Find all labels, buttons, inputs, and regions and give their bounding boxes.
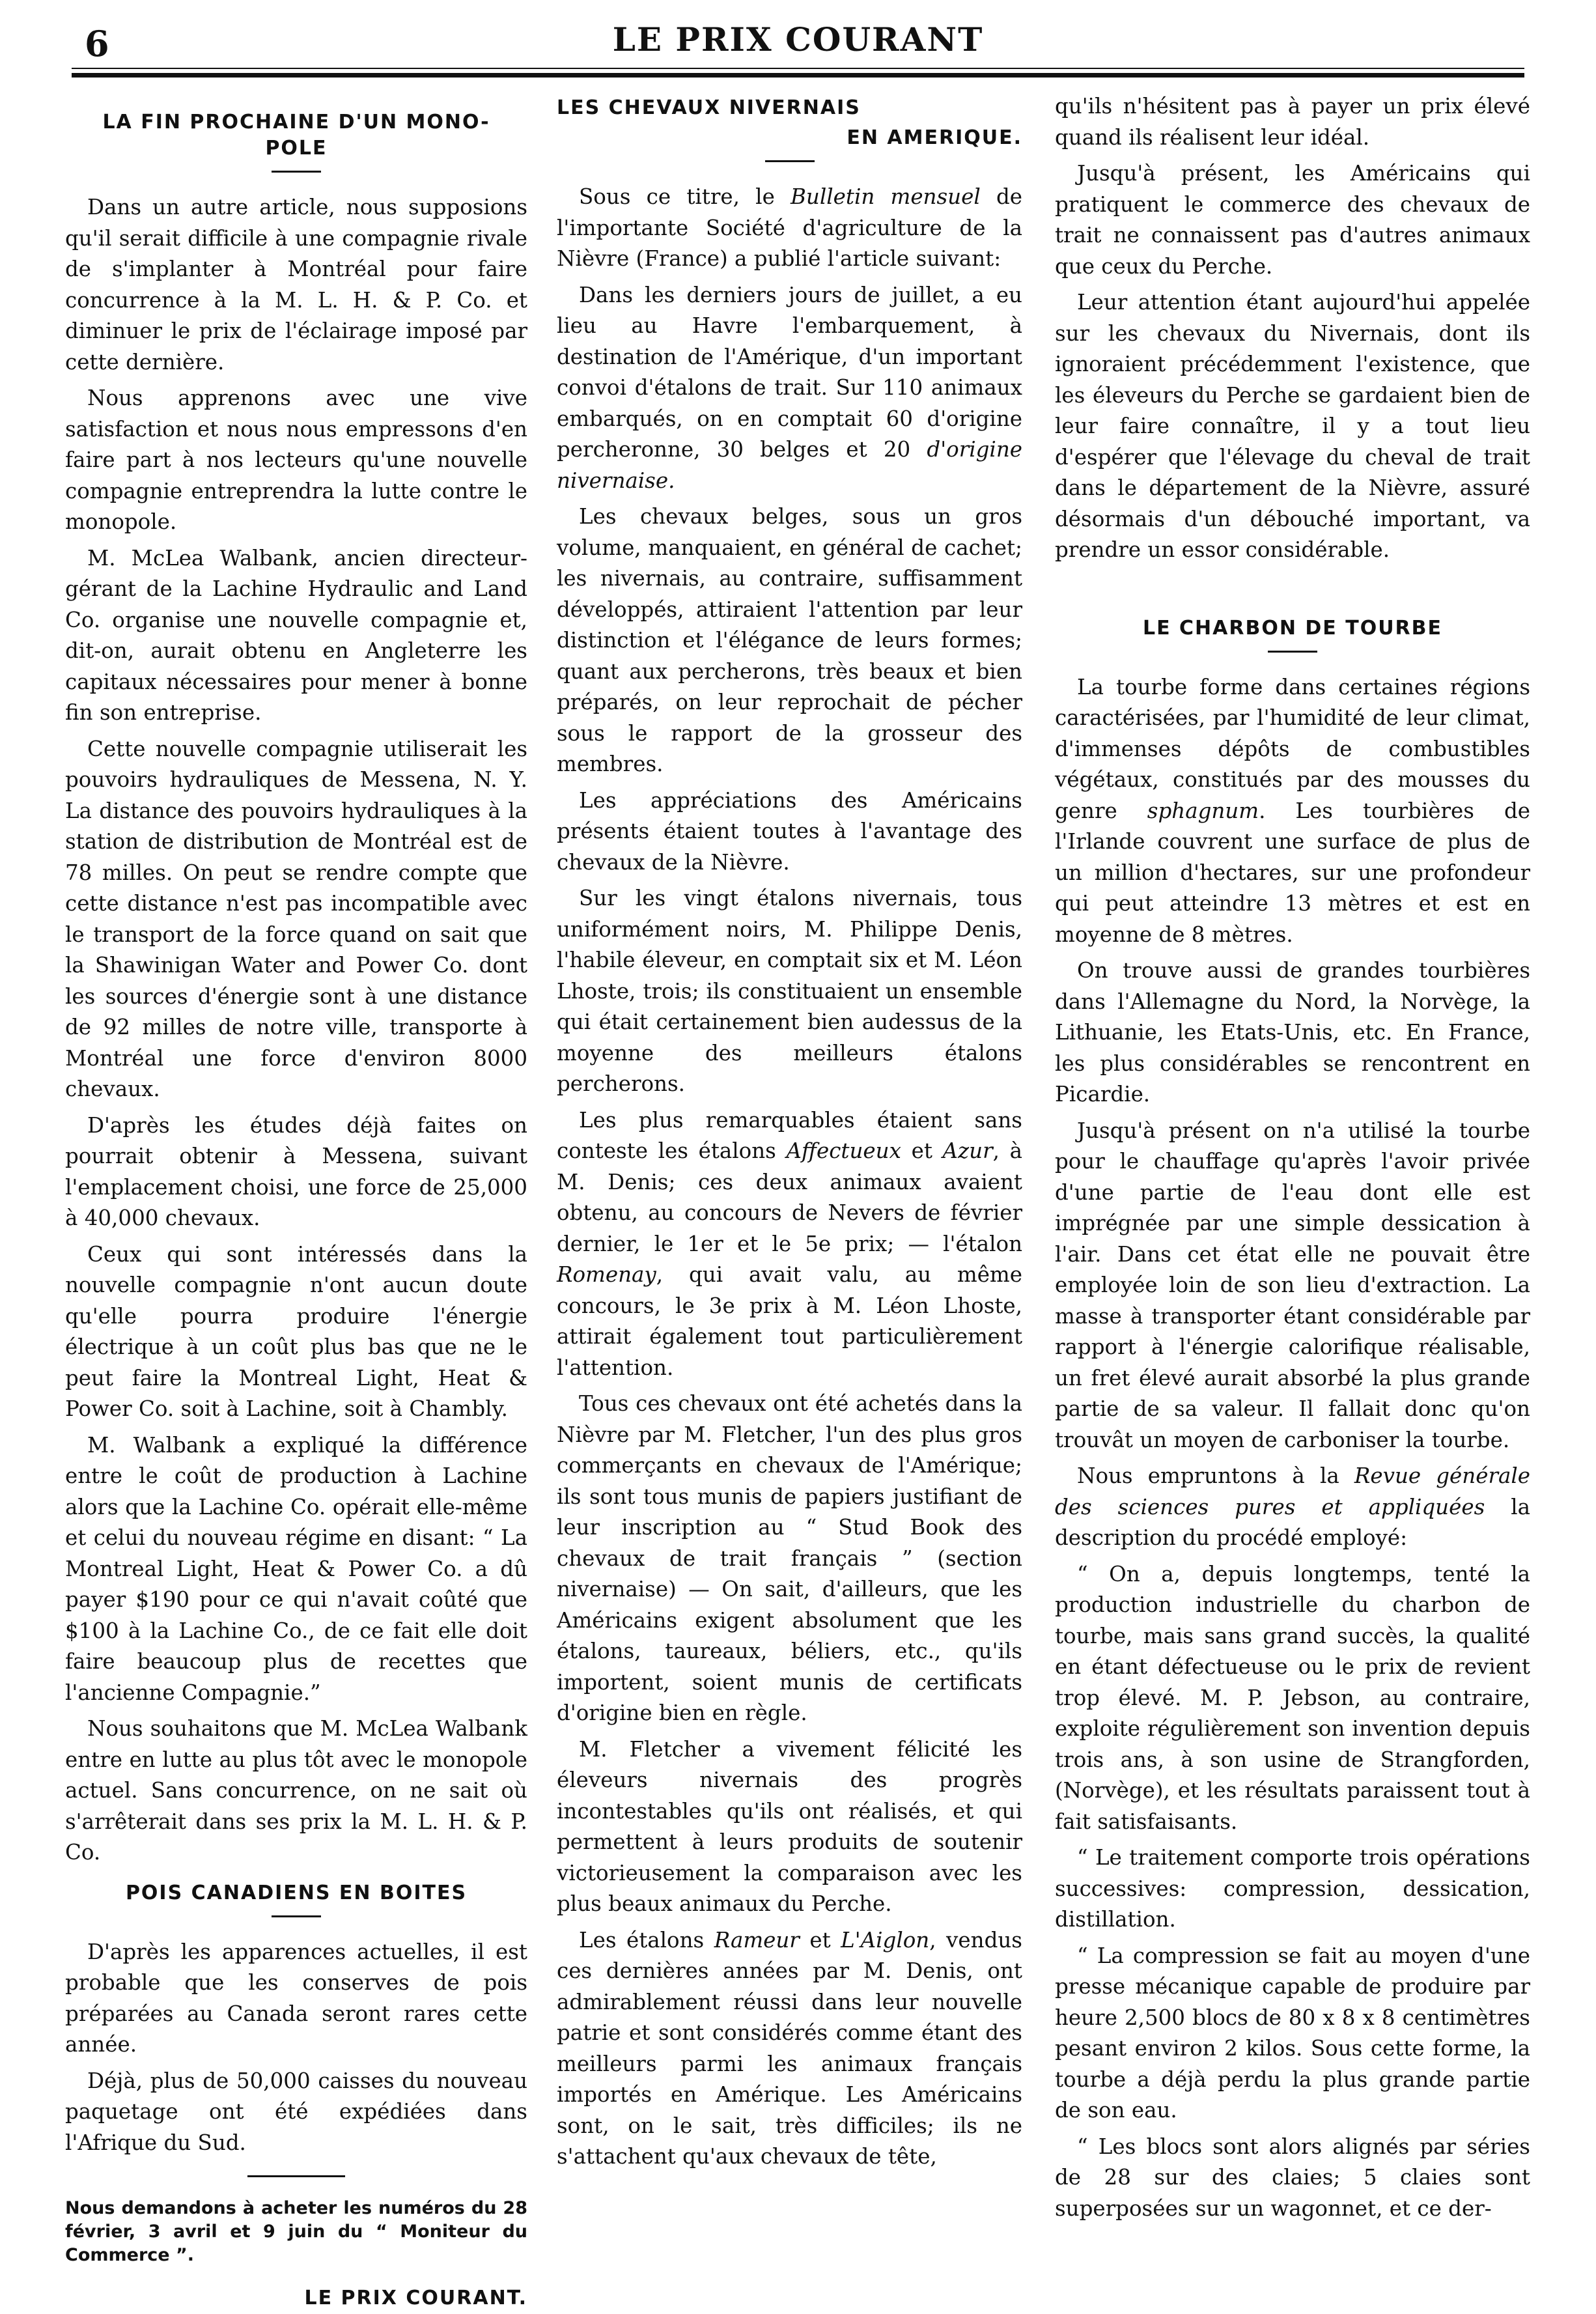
paragraph: Jusqu'à présent, les Américains qui pratiquent le commerce des chevaux de trait ne connaissent pas d'autres animaux que ceux du Perche. bbox=[1055, 161, 1530, 279]
paragraph: Déjà, plus de 50,000 caisses du nouveau paquetage ont été expédiées dans l'Afrique du Sud. bbox=[65, 2068, 527, 2155]
article-title-pois: POIS CANADIENS EN BOITES bbox=[125, 1881, 468, 1904]
header-rule-thick bbox=[72, 73, 1524, 78]
paragraph: qu'ils n'hésitent pas à payer un prix élevé quand ils réalisent leur idéal. bbox=[1055, 94, 1530, 150]
paragraph: Dans un autre article, nous supposions qu'il serait difficile à une compagnie rivale de s'implanter à Montréal pour faire concurrence à la M. L. H. & P. Co. et diminuer le prix de l'éclairage imposé par cette dernière. bbox=[65, 195, 527, 374]
paragraph: Tous ces chevaux ont été achetés dans la Nièvre par M. Fletcher, l'un des plus gros commerçants en chevaux de l'Amérique; ils sont tous munis de papiers justifiant de leur inscription au “ Stud Book des chevaux de trait français ” (section nivernaise) — On sait, d'ailleurs, que les Américains exigent absolument que les étalons, taureaux, béliers, etc., qu'ils importent, soient munis de certificats d'origine bien en règle. bbox=[557, 1391, 1022, 1725]
paragraph: “ Les blocs sont alors alignés par séries de 28 sur des claies; 5 claies sont superposées sur un wagonnet, et ce der- bbox=[1055, 2134, 1530, 2221]
column-1 bbox=[65, 98, 527, 2314]
paragraph: M. Walbank a expliqué la différence entre le coût de production à Lachine alors que la Lachine Co. opérait elle-même et celui du nouveau régime en disant: “ La Montreal Light, Heat & Power Co. a dû payer $190 pour ce qui n'avait coûté que $100 à la Lachine Co., de ce fait elle doit faire beaucoup plus de recettes que l'ancienne Compagnie.” bbox=[65, 1432, 527, 1705]
paragraph: “ Le traitement comporte trois opérations successives: compression, dessication, distillation. bbox=[1055, 1845, 1530, 1932]
purchase-notice: Nous demandons à acheter les numéros du 28 février, 3 avril et 9 juin du “ Moniteur du Commerce ”. bbox=[65, 2198, 527, 2265]
paragraph: Ceux qui sont intéressés dans la nouvelle compagnie n'ont aucun doute qu'elle pourra produire l'énergie électrique à un coût plus bas que ne le peut faire la Montreal Light, Heat & Power Co. soit à Lachine, soit à Chambly. bbox=[65, 1241, 527, 1421]
paragraph: Sur les vingt étalons nivernais, tous uniformément noirs, M. Philippe Denis, l'habile éleveur, en comptait six et M. Léon Lhoste, trois; ils constituaient un ensemble qui était certainement bien audessus de la moyenne des meilleurs étalons percherons. bbox=[557, 886, 1022, 1096]
title-separator bbox=[272, 171, 321, 173]
title-line-2: POLE bbox=[265, 137, 328, 160]
column-2 bbox=[557, 91, 1022, 2178]
article-title-monopole bbox=[65, 109, 527, 162]
paragraph: Les appréciations des Américains présents étaient toutes à l'avantage des chevaux de la Nièvre. bbox=[557, 787, 1022, 875]
section-separator bbox=[247, 2175, 345, 2177]
article-title-chevaux-line2: EN AMERIQUE. bbox=[847, 126, 1022, 149]
paragraph: Leur attention étant aujourd'hui appelée sur les chevaux du Nivernais, dont ils ignoraient précédemment l'existence, que les éleveurs du Perche se gardaient bien de leur faire connaître, il y a tout lieu d'espérer que l'élevage du cheval de trait dans le département de la Nièvre, assuré désormais d'un débouché important, va prendre un essor considérable. bbox=[1055, 290, 1530, 562]
paragraph: Nous empruntons à la Revue générale des sciences pures et appliquées la description du procédé employé: bbox=[1055, 1463, 1530, 1550]
title-separator bbox=[272, 1915, 321, 1917]
page-number: 6 bbox=[85, 23, 109, 64]
paragraph: Cette nouvelle compagnie utiliserait les pouvoirs hydrauliques de Messena, N. Y. La distance des pouvoirs hydrauliques à la station de distribution de Montréal est de 78 milles. On peut se rendre compte que cette distance n'est pas incompatible avec le transport de la force quand on sait que la Shawinigan Water and Power Co. dont les sources d'énergie sont à une distance de 92 milles de notre ville, transporte à Montréal une force d'environ 8000 chevaux. bbox=[65, 736, 527, 1101]
paragraph: On trouve aussi de grandes tourbières dans l'Allemagne du Nord, la Norvège, la Lithuanie, les Etats-Unis, etc. En France, les plus considérables se rencontrent en Picardie. bbox=[1055, 958, 1530, 1107]
header-rule-thin bbox=[72, 68, 1524, 69]
title-line-1: LA FIN PROCHAINE D'UN MONO- bbox=[102, 111, 490, 134]
paragraph: M. Fletcher a vivement félicité les éleveurs nivernais des progrès incontestables qu'ils ont réalisés, et qui permettent à leurs produits de soutenir victorieusement la comparaison avec les plus beaux animaux du Perche. bbox=[557, 1736, 1022, 1916]
paragraph: D'après les apparences actuelles, il est probable que les conserves de pois préparées au Canada seront rares cette année. bbox=[65, 1939, 527, 2057]
article-title-tourbe: LE CHARBON DE TOURBE bbox=[1142, 616, 1443, 640]
article-title-chevaux-line1: LES CHEVAUX NIVERNAIS bbox=[557, 96, 861, 119]
page-header bbox=[0, 0, 1596, 85]
notice-signature: LE PRIX COURANT. bbox=[304, 2287, 527, 2309]
paragraph: La tourbe forme dans certaines régions caractérisées, par l'humidité de leur climat, d'immenses dépôts de combustibles végétaux, constitués par des mousses du genre sphagnum. Les tourbières de l'Irlande couvrent une surface de plus de un million d'hectares, sur une profondeur qui peut atteindre 13 mètres et est en moyenne de 8 mètres. bbox=[1055, 674, 1530, 947]
paragraph: D'après les études déjà faites on pourrait obtenir à Messena, suivant l'emplacement choisi, une force de 25,000 à 40,000 chevaux. bbox=[65, 1112, 527, 1230]
paragraph: Les étalons Rameur et L'Aiglon, vendus ces dernières années par M. Denis, ont admirablement réussi dans leur nouvelle patrie et sont considérés comme étant des meilleurs parmi les animaux français importés en Amérique. Les Américains sont, on le sait, très difficiles; ils ne s'attachent qu'aux chevaux de tête, bbox=[557, 1927, 1022, 2169]
paragraph: Les chevaux belges, sous un gros volume, manquaient, en général de cachet; les nivernais, au contraire, suffisamment développés, attiraient l'attention par leur distinction et l'élégance de leurs formes; quant aux percherons, très beaux et bien préparés, on leur reprochait de pécher sous le rapport de la grosseur des membres. bbox=[557, 504, 1022, 776]
paragraph: “ La compression se fait au moyen d'une presse mécanique capable de produire par heure 2,500 blocs de 80 x 8 x 8 centimètres pesant environ 2 kilos. Sous cette forme, la tourbe a déjà perdu la plus grande partie de son eau. bbox=[1055, 1943, 1530, 2123]
paragraph: “ On a, depuis longtemps, tenté la production industrielle du charbon de tourbe, mais sans grand succès, la qualité en étant défectueuse ou le prix de revient trop élevé. M. P. Jebson, au contraire, exploite régulièrement son invention depuis trois ans, à son usine de Strangforden, (Norvège), et les résultats paraissent tout à fait satisfaisants. bbox=[1055, 1561, 1530, 1834]
paragraph: M. McLea Walbank, ancien directeur-gérant de la Lachine Hydraulic and Land Co. organise une nouvelle compagnie et, dit-on, aurait obtenu en Angleterre les capitaux nécessaires pour mener à bonne fin son entreprise. bbox=[65, 545, 527, 725]
paragraph: Dans les derniers jours de juillet, a eu lieu au Havre l'embarquement, à destination de l'Amérique, d'un important convoi d'étalons de trait. Sur 110 animaux embarqués, on en comptait 60 d'origine percheronne, 30 belges et 20 d'origine nivernaise. bbox=[557, 282, 1022, 493]
paragraph: Jusqu'à présent on n'a utilisé la tourbe pour le chauffage qu'après l'avoir privée d'une partie de l'eau dont elle est imprégnée par une simple dessication à l'air. Dans cet état elle ne pouvait être employée loin de son lieu d'extraction. La masse à transporter étant considérable par rapport à l'énergie calorifique réalisable, un fret élevé aurait absorbé la plus grande partie de sa valeur. Il fallait donc qu'on trouvât un moyen de carboniser la tourbe. bbox=[1055, 1118, 1530, 1452]
title-separator bbox=[765, 160, 815, 162]
title-separator bbox=[1268, 651, 1317, 653]
paragraph: Sous ce titre, le Bulletin mensuel de l'importante Société d'agriculture de la Nièvre (France) a publié l'article suivant: bbox=[557, 184, 1022, 271]
column-3 bbox=[1055, 91, 1530, 2229]
paragraph: Nous souhaitons que M. McLea Walbank entre en lutte au plus tôt avec le monopole actuel. Sans concurrence, on ne sait où s'arrêterait dans ses prix la M. L. H. & P. Co. bbox=[65, 1716, 527, 1865]
paragraph: Les plus remarquables étaient sans conteste les étalons Affectueux et Azur, à M. Denis; ces deux animaux avaient obtenu, au concours de Nevers de février dernier, le 1er et le 5e prix; — l'étalon Romenay, qui avait valu, au même concours, le 3e prix à M. Léon Lhoste, attirait également tout particulièrement l'attention. bbox=[557, 1107, 1022, 1380]
paragraph: Nous apprenons avec une vive satisfaction et nous nous empressons d'en faire part à nos lecteurs qu'une nouvelle compagnie entreprendra la lutte contre le monopole. bbox=[65, 386, 527, 534]
journal-title: LE PRIX COURANT bbox=[612, 20, 984, 59]
